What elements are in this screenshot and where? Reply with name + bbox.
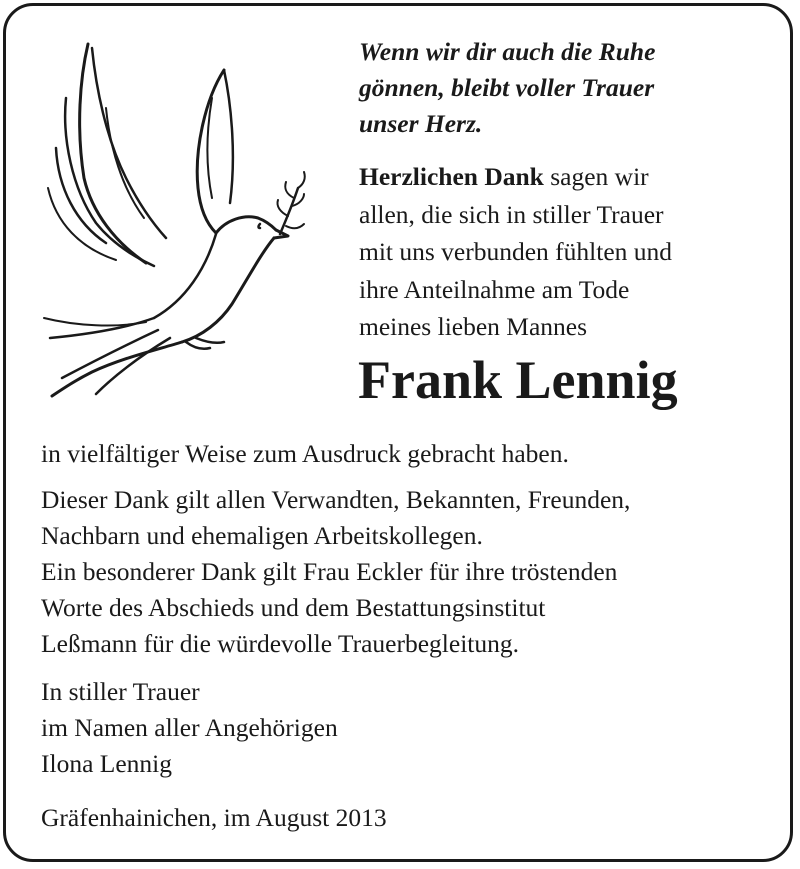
signature-line: im Namen aller Angehörigen [41, 713, 338, 742]
deceased-name: Frank Lennig [358, 350, 678, 410]
quote-line: unser Herz. [359, 109, 483, 138]
thanks-first-line [359, 158, 769, 196]
continuation-line: in vielfältiger Weise zum Ausdruck gebracht haben. [41, 439, 569, 468]
continuation-text [41, 436, 781, 472]
dank-paragraph [41, 482, 781, 662]
dank-line: Ein besonderer Dank gilt Frau Eckler für ihre tröstenden [41, 557, 618, 586]
dove-with-olive-branch-icon [36, 38, 314, 402]
dank-line: Worte des Abschieds und dem Bestattungsinstitut [41, 593, 546, 622]
signature-line: In stiller Trauer [41, 677, 200, 706]
thanks-bold-phrase: Herzlichen Dank [359, 162, 544, 191]
thanks-line: ihre Anteilnahme am Tode [359, 274, 630, 304]
thanks-line: mit uns verbunden fühlten und [359, 237, 673, 266]
thanks-line: allen, die sich in stiller Trauer [359, 199, 664, 229]
quote-text [359, 34, 759, 142]
dank-line: Nachbarn und ehemaligen Arbeitskollegen. [41, 521, 483, 550]
quote-line: gönnen, bleibt voller Trauer [359, 73, 655, 102]
thanks-line: meines lieben Mannes [359, 312, 588, 341]
quote-line: Wenn wir dir auch die Ruhe [359, 37, 656, 66]
thanks-paragraph [359, 158, 769, 346]
dank-line: Leßmann für die würdevolle Trauerbegleitung. [41, 629, 520, 658]
signature-block [41, 674, 781, 782]
place-date-line: Gräfenhainichen, im August 2013 [41, 803, 387, 832]
dank-line: Dieser Dank gilt allen Verwandten, Bekannten, Freunden, [41, 485, 631, 514]
signature-name: Ilona Lennig [41, 749, 172, 778]
place-date [41, 800, 781, 836]
thanks-first-line-rest: sagen wir [543, 162, 649, 191]
